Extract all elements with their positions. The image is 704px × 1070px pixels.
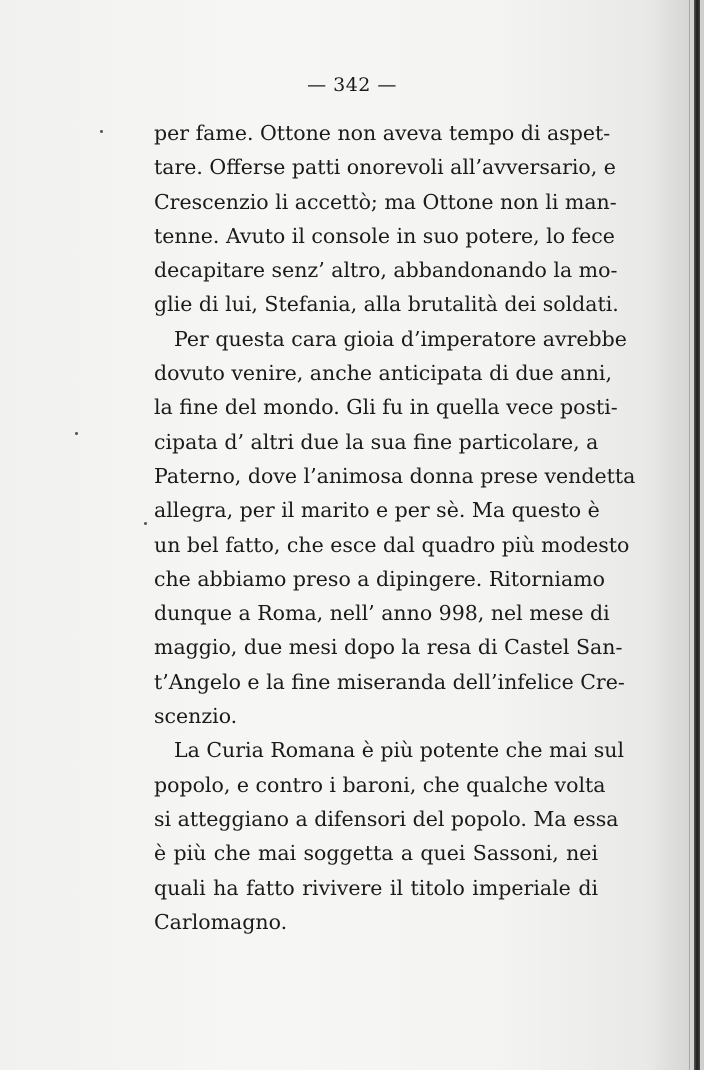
text-line: Per questa cara gioia d’imperatore avrebbe — [174, 326, 627, 351]
text-line: un bel fatto, che esce dal quadro più modesto — [154, 532, 630, 557]
text-line: La Curia Romana è più potente che mai sul — [174, 738, 625, 763]
text-line: dovuto venire, anche anticipata di due anni, — [154, 361, 612, 386]
text-line: Crescenzio li accettò; ma Ottone non li man- — [154, 189, 617, 214]
text-line: decapitare senz’ altro, abbandonando la mo- — [154, 258, 618, 283]
page-number-header: — 342 — — [307, 74, 397, 96]
text-line: maggio, due mesi dopo la resa di Castel San- — [154, 635, 623, 660]
text-line: popolo, e contro i baroni, che qualche volta — [154, 772, 606, 797]
text-line: si atteggiano a difensori del popolo. Ma essa — [154, 806, 619, 831]
text-line: tare. Offerse patti onorevoli all’avversario, e — [154, 155, 616, 180]
text-line: la fine del mondo. Gli fu in quella vece posti- — [154, 395, 618, 420]
text-line: t’Angelo e la fine miseranda dell’infelice Cre- — [154, 669, 625, 694]
paper-speck — [75, 432, 78, 435]
text-line: allegra, per il marito e per sè. Ma questo è — [154, 498, 600, 523]
text-line: Paterno, dove l’animosa donna prese vendetta — [154, 463, 636, 488]
text-line: tenne. Avuto il console in suo potere, lo fece — [154, 223, 615, 248]
paper-speck — [144, 522, 147, 525]
text-line: è più che mai soggetta a quei Sassoni, nei — [154, 841, 598, 866]
text-line: scenzio. — [154, 704, 238, 729]
text-line: cipata d’ altri due la sua fine particolare, a — [154, 429, 599, 454]
text-line: dunque a Roma, nell’ anno 998, nel mese di — [154, 601, 610, 626]
text-line: quali ha fatto rivivere il titolo imperiale di — [154, 875, 598, 900]
text-line: Carlomagno. — [154, 909, 288, 934]
paper-speck — [100, 130, 103, 133]
text-line: che abbiamo preso a dipingere. Ritorniamo — [154, 566, 605, 591]
book-binding-edge — [694, 0, 700, 1070]
page-edge-shadow — [689, 0, 690, 1070]
text-line: per fame. Ottone non aveva tempo di aspet- — [154, 121, 611, 145]
body-text — [154, 116, 636, 939]
text-line: glie di lui, Stefania, alla brutalità dei soldati. — [154, 292, 619, 317]
